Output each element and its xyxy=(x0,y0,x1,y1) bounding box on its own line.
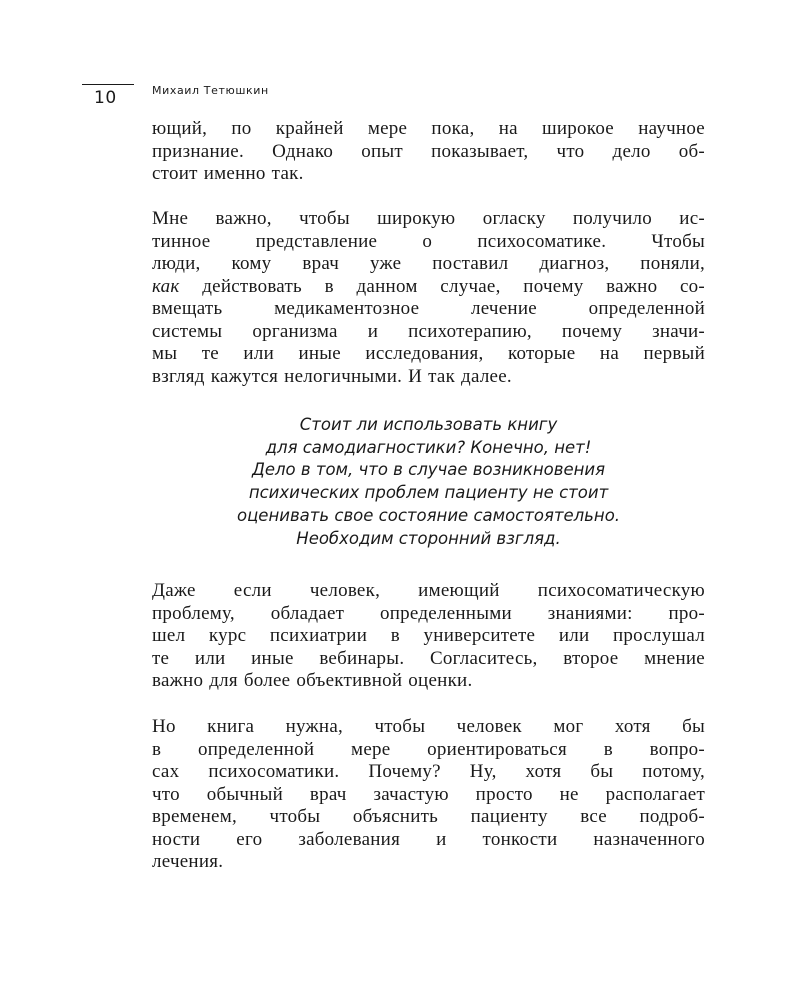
text-line: ности его заболевания и тонкости назначенного xyxy=(152,828,705,850)
text-line: важно для более объективной оценки. xyxy=(152,670,473,691)
emphasis-word: как xyxy=(152,275,180,297)
text-line: проблему, обладает определенными знаниями: про- xyxy=(152,602,705,624)
paragraph-4 xyxy=(152,716,705,874)
paragraph-2 xyxy=(152,208,705,388)
text-line-rest: действовать в данном случае, почему важно со- xyxy=(202,275,706,297)
text-line: люди, кому врач уже поставил диагноз, поняли, xyxy=(152,253,705,274)
quote-line: оценивать свое состояние самостоятельно. xyxy=(236,505,621,525)
text-line: Даже если человек, имеющий психосоматическую xyxy=(152,580,705,601)
page-number: 10 xyxy=(94,88,117,108)
text-line: мы те или иные исследования, которые на первый xyxy=(152,343,705,364)
quote-line: Дело в том, что в случае возникновения xyxy=(251,460,606,480)
text-line: те или иные вебинары. Согласитесь, второе мнение xyxy=(152,647,705,669)
text-line-with-emphasis xyxy=(152,276,705,299)
text-line: вмещать медикаментозное лечение определенной xyxy=(152,298,705,319)
text-line: системы организма и психотерапию, почему значи- xyxy=(152,320,705,342)
text-line: шел курс психиатрии в университете или прослушал xyxy=(152,625,705,646)
quote-line: психических проблем пациенту не стоит xyxy=(248,483,609,503)
text-line: стоит именно так. xyxy=(152,163,304,184)
quote-line: Необходим сторонний взгляд. xyxy=(296,528,561,548)
text-line: тинное представление о психосоматике. Чтобы xyxy=(152,230,705,252)
text-line: взгляд кажутся нелогичными. И так далее. xyxy=(152,365,512,387)
text-line: признание. Однако опыт показывает, что дело об- xyxy=(152,140,705,162)
text-line: в определенной мере ориентироваться в вопро- xyxy=(152,738,705,760)
paragraph-3 xyxy=(152,580,705,693)
text-line: лечения. xyxy=(152,851,224,872)
text-line: что обычный врач зачастую просто не располагает xyxy=(152,783,705,805)
pull-quote xyxy=(152,414,705,550)
text-line: ющий, по крайней мере пока, на широкое научное xyxy=(152,118,705,139)
quote-line: для самодиагностики? Конечно, нет! xyxy=(265,437,592,457)
paragraph-1 xyxy=(152,118,705,186)
text-line: сах психосоматики. Почему? Ну, хотя бы потому, xyxy=(152,761,705,782)
running-head-author: Михаил Тетюшкин xyxy=(152,84,269,97)
page-number-rule xyxy=(82,84,134,85)
quote-line: Стоит ли использовать книгу xyxy=(299,415,558,434)
text-line: временем, чтобы объяснить пациенту все подроб- xyxy=(152,806,705,827)
text-line: Мне важно, чтобы широкую огласку получило ис- xyxy=(152,208,705,229)
text-line: Но книга нужна, чтобы человек мог хотя бы xyxy=(152,716,705,737)
